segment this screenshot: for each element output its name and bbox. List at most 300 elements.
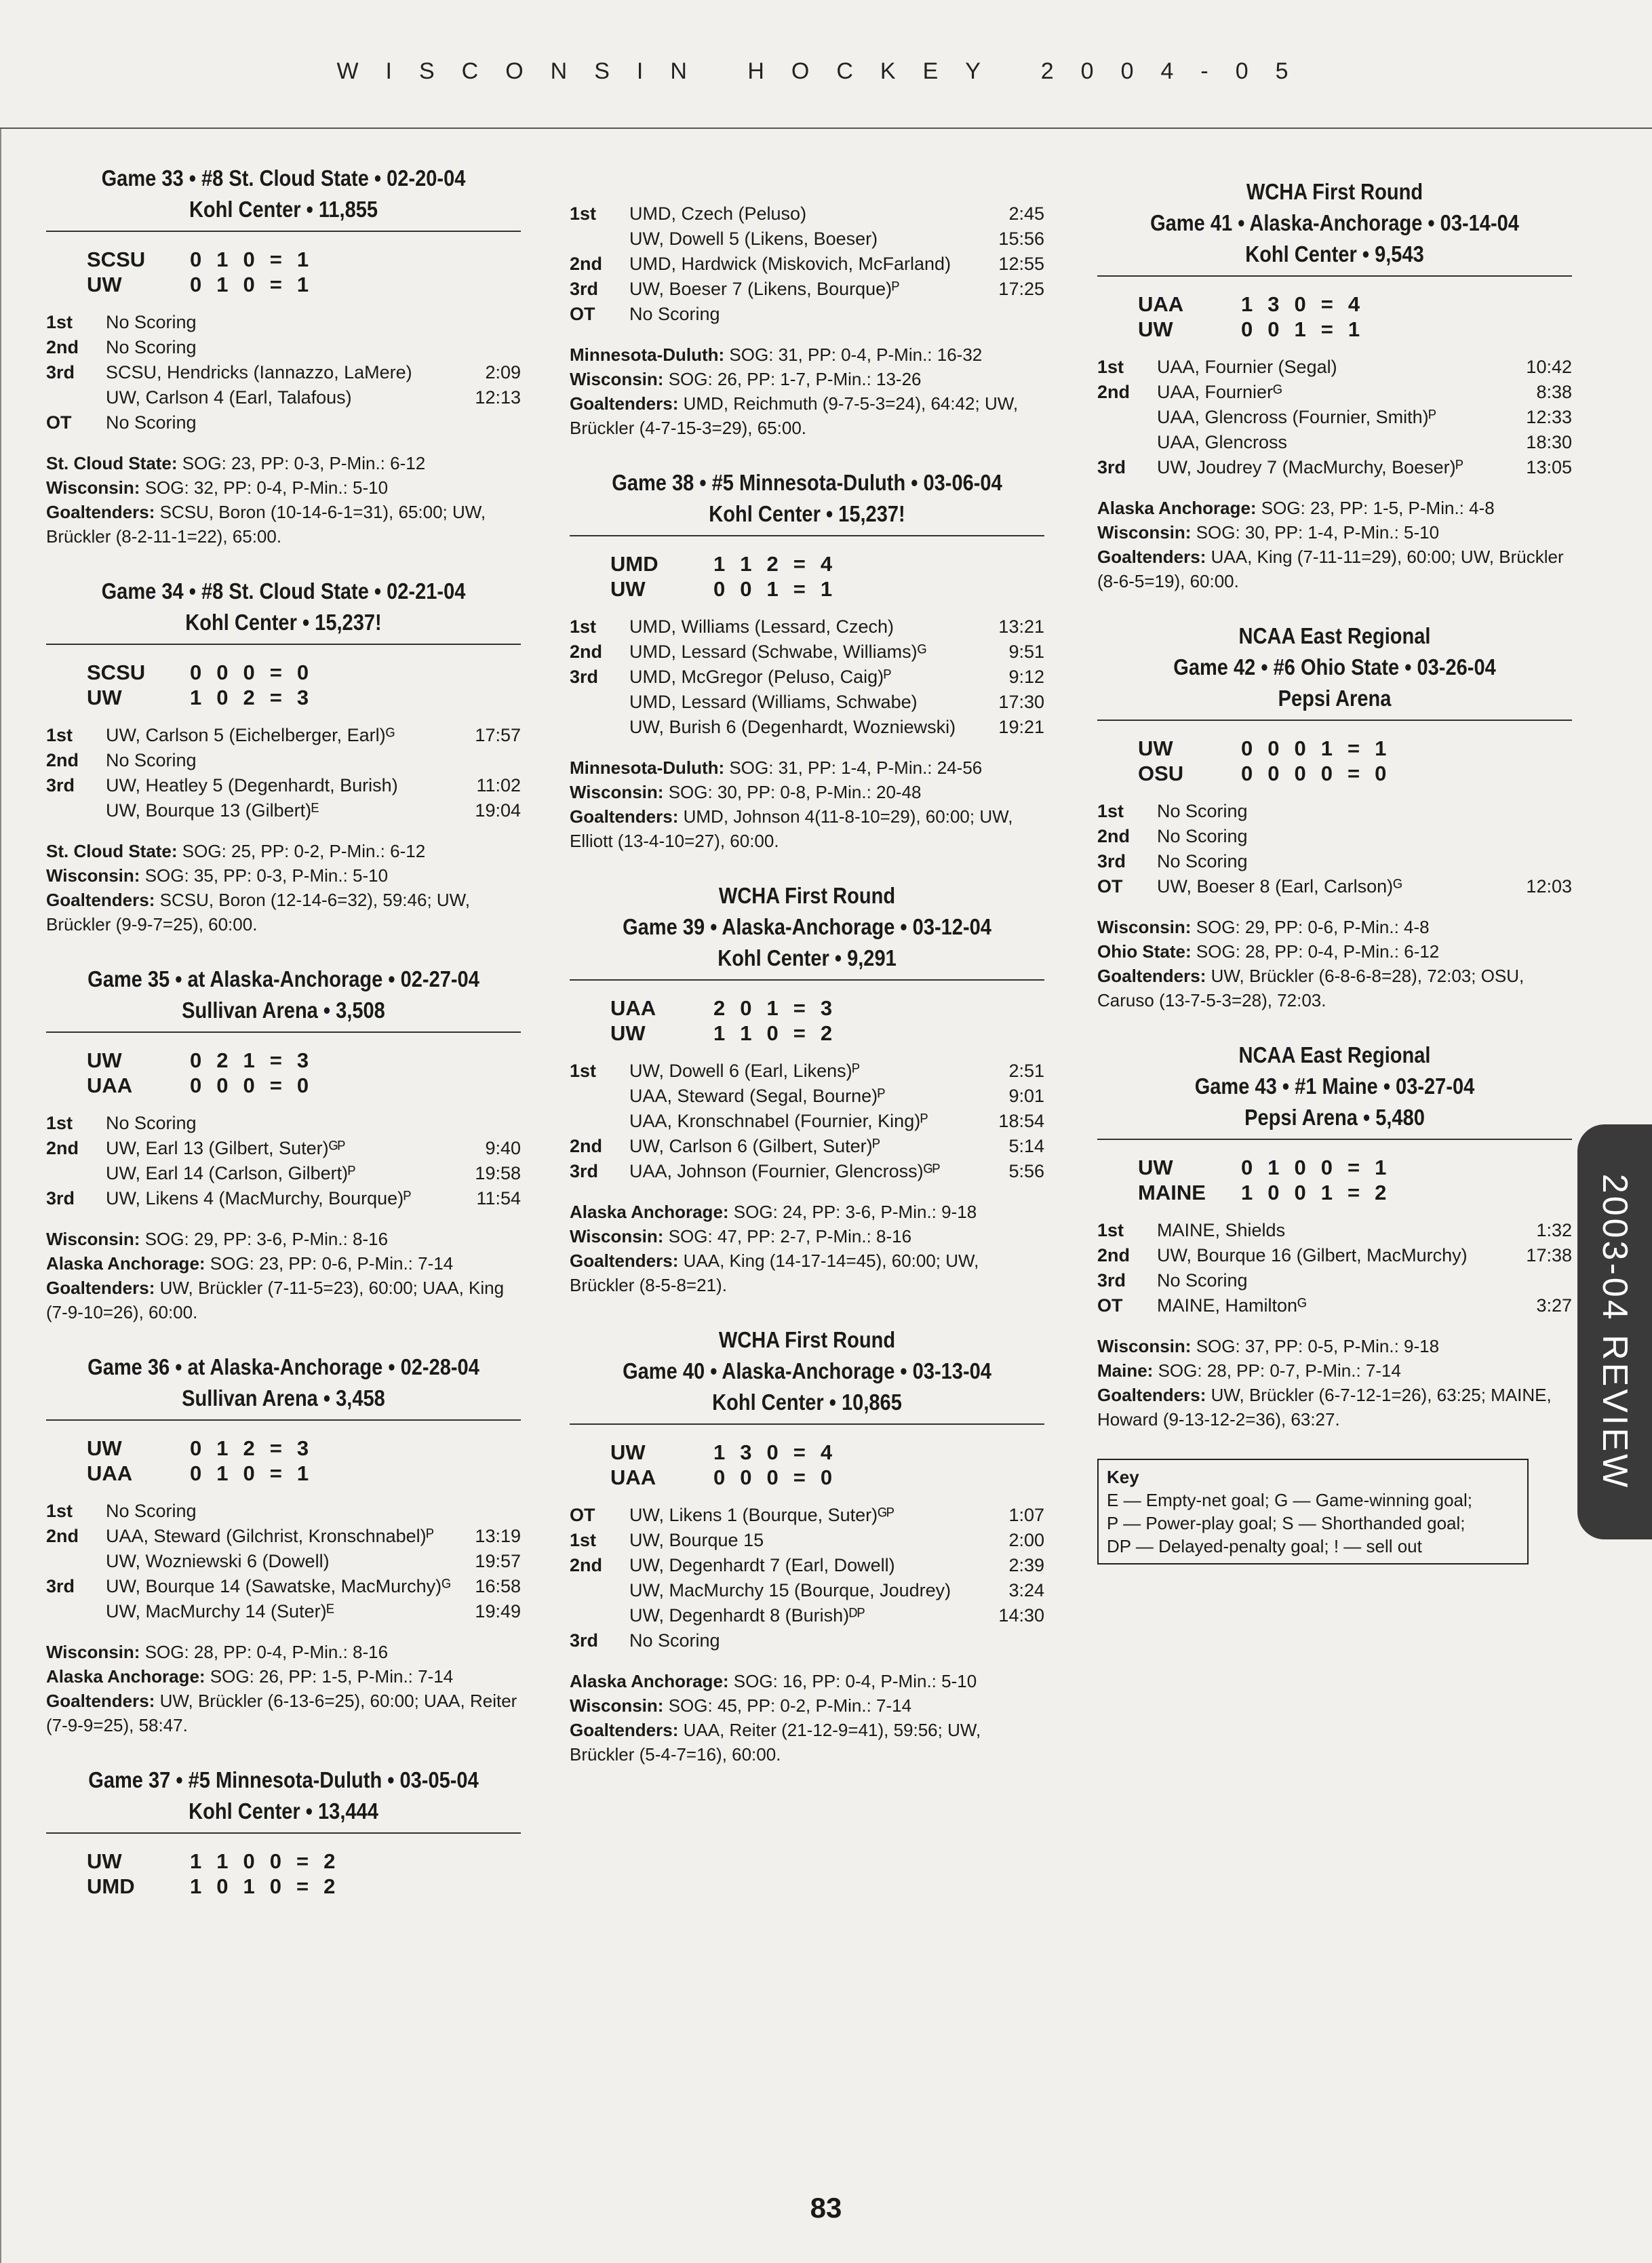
stats-line bbox=[1097, 964, 1572, 1012]
period-score: = bbox=[269, 1073, 282, 1097]
period-score: 0 bbox=[243, 272, 255, 296]
goal-time: 17:57 bbox=[475, 725, 521, 745]
goal-description: UW, Joudrey 7 (MacMurchy, Boeser)ᴾ bbox=[1157, 457, 1463, 477]
linescore bbox=[87, 1849, 350, 1899]
venue-attendance: Kohl Center • 10,865 bbox=[712, 1390, 902, 1415]
stats-line bbox=[46, 1251, 521, 1276]
scoring-summary bbox=[570, 1505, 1044, 1655]
period-score: 2 bbox=[820, 1021, 833, 1045]
scoring-row bbox=[570, 692, 1044, 717]
goal-time: 12:03 bbox=[1526, 876, 1572, 897]
goal-description: UW, Bourque 13 (Gilbert)ᴱ bbox=[106, 800, 319, 821]
goal-description: UMD, McGregor (Peluso, Caig)ᴾ bbox=[629, 667, 892, 687]
round-label: NCAA East Regional bbox=[1238, 623, 1431, 648]
stats-line bbox=[1097, 520, 1572, 545]
period-score: 0 bbox=[1294, 1155, 1306, 1179]
period-label: OT bbox=[1097, 876, 1123, 897]
team-name: UW bbox=[87, 1048, 122, 1072]
period-label: 1st bbox=[46, 1113, 73, 1133]
heading-rule bbox=[46, 1419, 521, 1421]
linescore-row bbox=[1138, 736, 1401, 761]
goal-description: No Scoring bbox=[1157, 1270, 1248, 1291]
period-score: 0 bbox=[190, 272, 202, 296]
venue-attendance: Sullivan Arena • 3,508 bbox=[182, 998, 385, 1023]
linescore-row bbox=[87, 1874, 350, 1899]
goal-description: UW, Bourque 15 bbox=[629, 1530, 764, 1550]
heading-rule bbox=[46, 644, 521, 645]
scoring-summary bbox=[46, 1501, 521, 1626]
team-name: UW bbox=[87, 272, 122, 296]
period-score: 0 bbox=[1294, 736, 1306, 760]
stats-label: Wisconsin: bbox=[570, 1695, 664, 1716]
period-label: 2nd bbox=[570, 1136, 603, 1156]
game-heading bbox=[598, 1324, 1016, 1418]
period-score: = bbox=[1348, 1155, 1360, 1179]
period-score: 0 bbox=[190, 247, 202, 271]
stats-line bbox=[46, 475, 521, 500]
stats-value: SOG: 47, PP: 2-7, P-Min.: 8-16 bbox=[668, 1226, 912, 1246]
stats-value: SOG: 28, PP: 0-4, P-Min.: 6-12 bbox=[1196, 941, 1440, 962]
stats-value: SOG: 31, PP: 1-4, P-Min.: 24-56 bbox=[729, 757, 983, 778]
goal-time: 19:04 bbox=[475, 800, 521, 821]
running-header: WISCONSIN HOCKEY 2004-05 bbox=[336, 58, 1316, 84]
period-label: 3rd bbox=[570, 1161, 599, 1181]
game-title: Game 41 • Alaska-Anchorage • 03-14-04 bbox=[1150, 210, 1519, 235]
game-title: Game 37 • #5 Minnesota-Duluth • 03-05-04 bbox=[88, 1767, 479, 1792]
stats-value: SOG: 30, PP: 0-8, P-Min.: 20-48 bbox=[668, 782, 922, 802]
period-label bbox=[46, 1601, 106, 1626]
period-label: 1st bbox=[570, 616, 597, 637]
linescore-row bbox=[610, 996, 847, 1021]
scoring-row bbox=[570, 1111, 1044, 1136]
goal-time: 2:51 bbox=[1008, 1061, 1044, 1081]
goal-time: 12:13 bbox=[475, 387, 521, 408]
stats-value: UW, Brückler (6-8-6-8=28), 72:03; OSU, Caruso (13-7-5-3=28), 72:03. bbox=[1097, 966, 1525, 1010]
stats-line bbox=[570, 1224, 1044, 1248]
goal-description: UMD, Czech (Peluso) bbox=[629, 203, 807, 224]
linescore-row bbox=[87, 247, 323, 272]
period-score: 1 bbox=[1320, 736, 1333, 760]
goal-description: UW, MacMurchy 14 (Suter)ᴱ bbox=[106, 1601, 334, 1621]
game-block bbox=[570, 1324, 1044, 1767]
scoring-row bbox=[1097, 382, 1572, 407]
team-name: UAA bbox=[610, 1465, 656, 1489]
period-score: 0 bbox=[766, 1465, 779, 1489]
linescore bbox=[1138, 1155, 1401, 1205]
scoring-row bbox=[570, 1136, 1044, 1161]
stats-label: Wisconsin: bbox=[1097, 917, 1192, 937]
linescore-row bbox=[1138, 317, 1375, 342]
linescore-row bbox=[1138, 761, 1401, 786]
period-score: 1 bbox=[296, 1461, 309, 1485]
heading-rule bbox=[46, 231, 521, 232]
stats-value: SOG: 45, PP: 0-2, P-Min.: 7-14 bbox=[668, 1695, 912, 1716]
period-score: = bbox=[1320, 292, 1333, 316]
stats-label: Maine: bbox=[1097, 1360, 1154, 1381]
period-score: 1 bbox=[296, 247, 309, 271]
goal-description: UAA, Steward (Gilchrist, Kronschnabel)ᴾ bbox=[106, 1526, 434, 1546]
scoring-row bbox=[1097, 407, 1572, 432]
goal-description: UW, Likens 4 (MacMurchy, Bourque)ᴾ bbox=[106, 1188, 412, 1208]
team-name: UW bbox=[1138, 1155, 1173, 1179]
team-name: UW bbox=[1138, 736, 1173, 760]
scoring-summary bbox=[1097, 1220, 1572, 1320]
period-label: 2nd bbox=[570, 1555, 603, 1575]
linescore-row bbox=[87, 1048, 323, 1073]
period-score: 2 bbox=[1375, 1180, 1387, 1204]
stats-line bbox=[570, 1693, 1044, 1718]
stats-line bbox=[570, 391, 1044, 440]
key-box bbox=[1097, 1459, 1529, 1565]
period-score: = bbox=[269, 272, 282, 296]
period-score: = bbox=[793, 996, 806, 1020]
scoring-row bbox=[46, 1163, 521, 1188]
period-score: 1 bbox=[713, 551, 726, 576]
goal-time bbox=[983, 304, 1044, 329]
period-score: = bbox=[793, 576, 806, 601]
stats-value: UMD, Reichmuth (9-7-5-3=24), 64:42; UW, Brückler (4-7-15-3=29), 65:00. bbox=[570, 393, 1019, 438]
game-stats bbox=[570, 342, 1044, 440]
game-block bbox=[46, 576, 521, 937]
goal-time: 12:33 bbox=[1526, 407, 1572, 427]
stats-label: Goaltenders: bbox=[1097, 1385, 1206, 1405]
period-score: = bbox=[269, 247, 282, 271]
stats-line bbox=[570, 1718, 1044, 1767]
period-label: 1st bbox=[1097, 357, 1124, 377]
period-score: = bbox=[269, 1461, 282, 1485]
period-score: 1 bbox=[216, 1461, 229, 1485]
game-stats bbox=[570, 1669, 1044, 1767]
stats-value: SOG: 26, PP: 1-5, P-Min.: 7-14 bbox=[210, 1666, 454, 1687]
period-label: 3rd bbox=[46, 775, 75, 795]
scoring-row bbox=[1097, 432, 1572, 457]
stats-value: UW, Brückler (6-13-6=25), 60:00; UAA, Reiter (7-9-9=25), 58:47. bbox=[46, 1691, 517, 1735]
game-block bbox=[570, 467, 1044, 853]
scoring-row bbox=[570, 1530, 1044, 1555]
period-score: 1 bbox=[190, 1874, 202, 1898]
stats-label: Wisconsin: bbox=[46, 865, 140, 886]
period-score: 0 bbox=[1267, 761, 1280, 785]
period-score: 0 bbox=[713, 576, 726, 601]
goal-description: UW, Boeser 7 (Likens, Bourque)ᴾ bbox=[629, 279, 900, 299]
stats-label: Wisconsin: bbox=[570, 1226, 664, 1246]
period-label: 1st bbox=[46, 312, 73, 332]
goal-time: 16:58 bbox=[475, 1576, 521, 1596]
team-name: MAINE bbox=[1138, 1180, 1206, 1204]
goal-time bbox=[460, 1113, 521, 1138]
heading-rule bbox=[1097, 1139, 1572, 1140]
stats-label: Wisconsin: bbox=[1097, 1336, 1192, 1356]
period-score: 1 bbox=[1375, 1155, 1387, 1179]
goal-time: 19:49 bbox=[475, 1601, 521, 1621]
period-score: 1 bbox=[713, 1440, 726, 1464]
stats-value: SCSU, Boron (10-14-6-1=31), 65:00; UW, Brückler (8-2-11-1=22), 65:00. bbox=[46, 502, 486, 547]
goal-description: UW, Carlson 5 (Eichelberger, Earl)ᴳ bbox=[106, 725, 395, 745]
game-heading bbox=[75, 576, 492, 638]
linescore bbox=[87, 1436, 323, 1486]
period-score: 0 bbox=[1294, 761, 1306, 785]
goal-description: UAA, Glencross (Fournier, Smith)ᴾ bbox=[1157, 407, 1436, 427]
game-title: Game 39 • Alaska-Anchorage • 03-12-04 bbox=[623, 914, 991, 939]
goal-time: 13:05 bbox=[1526, 457, 1572, 477]
goal-time: 11:54 bbox=[476, 1188, 521, 1208]
period-label bbox=[46, 387, 106, 412]
goal-time: 8:38 bbox=[1536, 382, 1572, 402]
period-score: 1 bbox=[216, 247, 229, 271]
stats-label: Wisconsin: bbox=[46, 1229, 140, 1249]
stats-value: SOG: 29, PP: 0-6, P-Min.: 4-8 bbox=[1196, 917, 1430, 937]
period-label: OT bbox=[46, 412, 72, 433]
stats-label: Wisconsin: bbox=[46, 1642, 140, 1662]
goal-time bbox=[1511, 801, 1572, 826]
stats-value: SOG: 16, PP: 0-4, P-Min.: 5-10 bbox=[733, 1671, 977, 1691]
period-label bbox=[1097, 407, 1157, 432]
linescore-row bbox=[610, 1465, 847, 1490]
period-score: = bbox=[269, 685, 282, 709]
period-label: OT bbox=[570, 1505, 595, 1525]
period-score: 2 bbox=[323, 1849, 336, 1873]
stats-line bbox=[46, 1640, 521, 1664]
goal-time: 3:24 bbox=[1008, 1580, 1044, 1600]
period-score: 0 bbox=[740, 576, 752, 601]
period-score: = bbox=[793, 551, 806, 576]
period-score: 0 bbox=[216, 1073, 229, 1097]
period-label: 2nd bbox=[46, 337, 79, 357]
period-score: = bbox=[269, 1048, 282, 1072]
linescore bbox=[610, 996, 847, 1046]
section-tab bbox=[1577, 1124, 1652, 1539]
stats-value: SOG: 23, PP: 0-3, P-Min.: 6-12 bbox=[182, 453, 426, 473]
period-score: 1 bbox=[1375, 736, 1387, 760]
goal-time: 18:54 bbox=[998, 1111, 1044, 1131]
game-block bbox=[570, 203, 1044, 440]
goal-description: No Scoring bbox=[106, 312, 197, 332]
scoring-row bbox=[570, 1161, 1044, 1186]
linescore-row bbox=[1138, 1180, 1401, 1205]
goal-time: 10:42 bbox=[1526, 357, 1572, 377]
period-score: 1 bbox=[1320, 1180, 1333, 1204]
team-name: UAA bbox=[87, 1461, 133, 1485]
period-label: 1st bbox=[570, 1061, 597, 1081]
period-label: 2nd bbox=[46, 1526, 79, 1546]
scoring-row bbox=[46, 362, 521, 387]
linescore-row bbox=[87, 1461, 323, 1486]
stats-line bbox=[46, 1227, 521, 1251]
linescore-row bbox=[610, 551, 847, 576]
stats-label: Alaska Anchorage: bbox=[46, 1253, 205, 1274]
goal-time: 13:19 bbox=[475, 1526, 521, 1546]
stats-value: UW, Brückler (6-7-12-1=26), 63:25; MAINE, Howard (9-13-12-2=36), 63:27. bbox=[1097, 1385, 1552, 1430]
period-score: 3 bbox=[820, 996, 833, 1020]
goal-description: UW, Likens 1 (Bourque, Suter)ᴳᴾ bbox=[629, 1505, 894, 1525]
goal-description: UW, Wozniewski 6 (Dowell) bbox=[106, 1551, 330, 1571]
scoring-row bbox=[46, 775, 521, 800]
stats-value: SOG: 23, PP: 0-6, P-Min.: 7-14 bbox=[210, 1253, 454, 1274]
linescore bbox=[610, 1440, 847, 1490]
goal-description: UW, Earl 13 (Gilbert, Suter)ᴳᴾ bbox=[106, 1138, 346, 1158]
period-score: 3 bbox=[296, 1048, 309, 1072]
game-block bbox=[46, 1352, 521, 1737]
venue-attendance: Pepsi Arena • 5,480 bbox=[1244, 1105, 1425, 1130]
period-label: 3rd bbox=[570, 1630, 599, 1651]
period-label: 1st bbox=[46, 1501, 73, 1521]
scoring-summary bbox=[570, 1061, 1044, 1186]
team-name: UW bbox=[610, 576, 646, 601]
period-score: = bbox=[1320, 317, 1333, 341]
stats-label: Goaltenders: bbox=[570, 393, 679, 414]
game-stats bbox=[1097, 496, 1572, 593]
stats-value: UAA, King (14-17-14=45), 60:00; UW, Brückler (8-5-8=21). bbox=[570, 1251, 979, 1295]
period-score: 1 bbox=[216, 1849, 229, 1873]
period-score: = bbox=[793, 1021, 806, 1045]
game-block bbox=[1097, 176, 1572, 593]
stats-line bbox=[46, 863, 521, 888]
team-name: UW bbox=[610, 1021, 646, 1045]
period-label: OT bbox=[570, 304, 595, 324]
goal-description: UW, Heatley 5 (Degenhardt, Burish) bbox=[106, 775, 398, 795]
linescore-row bbox=[1138, 292, 1375, 317]
linescore bbox=[87, 660, 323, 710]
stats-value: UAA, Reiter (21-12-9=41), 59:56; UW, Brückler (5-4-7=16), 60:00. bbox=[570, 1720, 981, 1765]
goal-description: UMD, Lessard (Schwabe, Williams)ᴳ bbox=[629, 642, 926, 662]
goal-time: 11:02 bbox=[476, 775, 521, 795]
goal-description: UW, Bourque 14 (Sawatske, MacMurchy)ᴳ bbox=[106, 1576, 451, 1596]
game-stats bbox=[570, 1200, 1044, 1297]
goal-time bbox=[460, 750, 521, 775]
stats-line bbox=[46, 888, 521, 937]
stats-label: Goaltenders: bbox=[1097, 966, 1206, 986]
stats-label: Minnesota-Duluth: bbox=[570, 345, 725, 365]
period-label: 3rd bbox=[570, 667, 599, 687]
period-score: 1 bbox=[766, 996, 779, 1020]
stats-line bbox=[570, 342, 1044, 367]
period-label bbox=[570, 1605, 629, 1630]
period-score: 0 bbox=[713, 1465, 726, 1489]
heading-rule bbox=[570, 535, 1044, 536]
period-label bbox=[570, 1111, 629, 1136]
period-label: 3rd bbox=[46, 1576, 75, 1596]
period-score: 1 bbox=[740, 551, 752, 576]
stats-line bbox=[1097, 496, 1572, 520]
period-score: 0 bbox=[190, 1073, 202, 1097]
venue-attendance: Kohl Center • 9,543 bbox=[1245, 241, 1424, 267]
stats-line bbox=[46, 451, 521, 475]
goal-description: UAA, Johnson (Fournier, Glencross)ᴳᴾ bbox=[629, 1161, 941, 1181]
scoring-row bbox=[46, 1526, 521, 1551]
team-name: OSU bbox=[1138, 761, 1184, 785]
stats-value: SOG: 28, PP: 0-7, P-Min.: 7-14 bbox=[1158, 1360, 1401, 1381]
goal-time: 5:14 bbox=[1008, 1136, 1044, 1156]
period-score: 2 bbox=[766, 551, 779, 576]
scoring-row bbox=[46, 725, 521, 750]
period-score: 0 bbox=[243, 1073, 255, 1097]
scoring-row bbox=[1097, 851, 1572, 876]
heading-rule bbox=[1097, 275, 1572, 277]
team-name: UW bbox=[87, 1849, 122, 1873]
section-tab-label: 2003-04 REVIEW bbox=[1595, 1173, 1634, 1491]
venue-attendance: Kohl Center • 9,291 bbox=[717, 945, 897, 970]
stats-line bbox=[1097, 939, 1572, 964]
period-score: 1 bbox=[1267, 1155, 1280, 1179]
scoring-row bbox=[46, 412, 521, 437]
team-name: UAA bbox=[610, 996, 656, 1020]
period-label: 3rd bbox=[1097, 851, 1126, 871]
scoring-row bbox=[46, 1501, 521, 1526]
game-heading bbox=[75, 1765, 492, 1827]
goal-description: No Scoring bbox=[106, 750, 197, 770]
goal-time: 2:45 bbox=[1008, 203, 1044, 224]
stats-label: Goaltenders: bbox=[46, 890, 155, 910]
stats-label: Wisconsin: bbox=[1097, 522, 1192, 543]
linescore-row bbox=[1138, 1155, 1401, 1180]
linescore bbox=[610, 551, 847, 602]
period-score: 0 bbox=[1320, 761, 1333, 785]
stats-value: UAA, King (7-11-11=29), 60:00; UW, Brückler (8-6-5=19), 60:00. bbox=[1097, 547, 1564, 591]
linescore bbox=[1138, 292, 1375, 342]
goal-time bbox=[1511, 851, 1572, 876]
period-score: 1 bbox=[190, 685, 202, 709]
goal-description: No Scoring bbox=[629, 304, 720, 324]
goal-description: UW, Dowell 6 (Earl, Likens)ᴾ bbox=[629, 1061, 860, 1081]
team-name: UMD bbox=[610, 551, 658, 576]
period-label: 2nd bbox=[1097, 382, 1130, 402]
period-score: 4 bbox=[820, 1440, 833, 1464]
stats-value: SOG: 35, PP: 0-3, P-Min.: 5-10 bbox=[144, 865, 389, 886]
period-score: 1 bbox=[766, 576, 779, 601]
game-block bbox=[1097, 1040, 1572, 1432]
stats-line bbox=[46, 839, 521, 863]
team-name: UW bbox=[610, 1440, 646, 1464]
stats-value: UMD, Johnson 4(11-8-10=29), 60:00; UW, Elliott (13-4-10=27), 60:00. bbox=[570, 806, 1013, 851]
period-score: 0 bbox=[190, 1436, 202, 1460]
venue-attendance: Kohl Center • 13,444 bbox=[189, 1798, 378, 1824]
heading-rule bbox=[570, 979, 1044, 981]
stats-line bbox=[1097, 1383, 1572, 1432]
period-score: 0 bbox=[190, 1461, 202, 1485]
linescore-row bbox=[87, 1436, 323, 1461]
goal-description: No Scoring bbox=[106, 337, 197, 357]
scoring-row bbox=[1097, 801, 1572, 826]
goal-time: 17:38 bbox=[1526, 1245, 1572, 1265]
goal-description: No Scoring bbox=[106, 1501, 197, 1521]
scoring-row bbox=[570, 304, 1044, 329]
goal-time: 9:40 bbox=[485, 1138, 521, 1158]
goal-description: UW, Degenhardt 8 (Burish)ᴰᴾ bbox=[629, 1605, 865, 1626]
stats-value: SOG: 28, PP: 0-4, P-Min.: 8-16 bbox=[144, 1642, 389, 1662]
period-score: 2 bbox=[713, 996, 726, 1020]
period-label bbox=[570, 1580, 629, 1605]
key-line: P — Power-play goal; S — Shorthanded goal; bbox=[1107, 1513, 1466, 1533]
game-stats bbox=[1097, 915, 1572, 1012]
game-title: Game 34 • #8 St. Cloud State • 02-21-04 bbox=[101, 578, 466, 604]
goal-time bbox=[460, 412, 521, 437]
stats-label: St. Cloud State: bbox=[46, 453, 178, 473]
stats-label: Goaltenders: bbox=[46, 1278, 155, 1298]
goal-description: UMD, Hardwick (Miskovich, McFarland) bbox=[629, 254, 951, 274]
period-label: 3rd bbox=[46, 362, 75, 382]
goal-time bbox=[460, 337, 521, 362]
period-score: = bbox=[1348, 1180, 1360, 1204]
period-label bbox=[570, 717, 629, 742]
scoring-row bbox=[46, 337, 521, 362]
header-rule bbox=[0, 127, 1652, 129]
period-score: 0 bbox=[740, 1465, 752, 1489]
period-score: 1 bbox=[243, 1874, 255, 1898]
stats-value: SOG: 37, PP: 0-5, P-Min.: 9-18 bbox=[1196, 1336, 1440, 1356]
stats-label: Minnesota-Duluth: bbox=[570, 757, 725, 778]
period-score: = bbox=[1348, 761, 1360, 785]
period-score: 0 bbox=[269, 1874, 281, 1898]
